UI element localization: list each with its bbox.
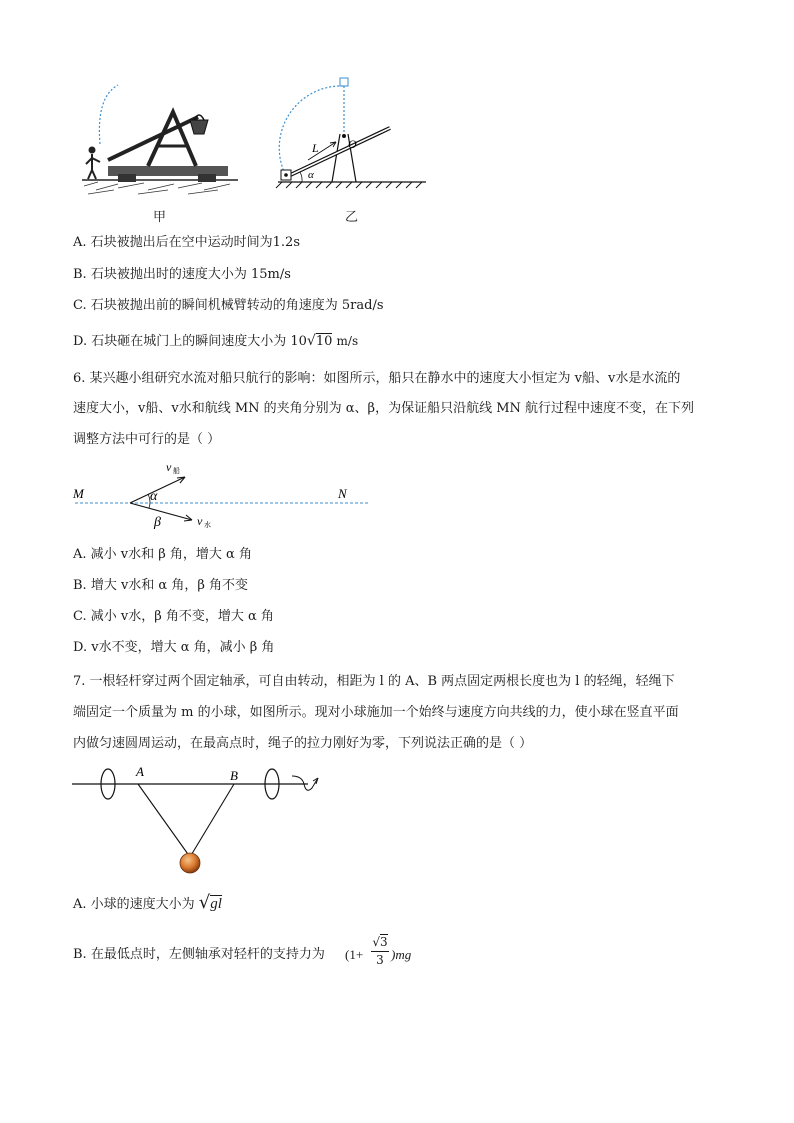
sqrt-sign-b: √ [372,935,380,949]
q6-option-a: A. 减小 v水和 β 角，增大 α 角 [73,547,252,562]
label-b: B [230,768,238,783]
q6-stem-line2: 速度大小，v船、v水和航线 MN 的夹角分别为 α、β，为保证船只沿航线 MN 航行过程中速度不变，在下列 [73,401,695,416]
formula-numerator [371,934,389,950]
formula-denominator: 3 [376,953,384,967]
q6-stem-line3: 调整方法中可行的是（ ） [73,432,221,447]
formula-fraction [371,934,389,967]
label-beta-q6: β [154,515,161,530]
label-alpha-q6: α [150,489,158,504]
figure-river-vectors [70,458,380,533]
q7-stem-line2: 端固定一个质量为 m 的小球，如图所示。现对小球施加一个始终与速度方向共线的力，使小球在竖直平面 [73,705,679,720]
label-n: N [338,486,347,501]
label-L: L [312,141,319,155]
caption-yi: 乙 [345,210,359,225]
q5-option-d-radicand: 10 [315,334,333,349]
label-v-boat: v [166,460,172,474]
q7-stem-line3: 内做匀速圆周运动，在最高点时，绳子的拉力刚好为零，下列说法正确的是（ ） [73,736,533,751]
formula-numerator-value: 3 [380,935,388,949]
q5-option-a: A. 石块被抛出后在空中运动时间为1.2s [73,235,300,250]
q7-stem-line1: 7. 一根轻杆穿过两个固定轴承，可自由转动，相距为 l 的 A、B 两点固定两根长度也为 l 的轻绳，轻绳下 [73,674,675,689]
q7-option-a-text: A. 小球的速度大小为 [73,897,195,912]
fraction-bar [371,951,389,952]
q5-option-d-unit: m/s [336,334,359,348]
q7-option-a [73,894,222,914]
q6-option-d: D. v水不变，增大 α 角，减小 β 角 [73,640,275,655]
label-v-water: v [197,514,203,528]
figure-schematic [268,72,438,192]
q7-option-a-radicand: gl [210,896,222,912]
formula-open: (1+ [345,947,364,962]
sqrt-sign: √ [306,333,316,349]
q5-option-b: B. 石块被抛出时的速度大小为 15m/s [73,267,291,282]
label-O: O [348,137,357,151]
q6-stem-line1: 6. 某兴趣小组研究水流对船只航行的影响：如图所示，船只在静水中的速度大小恒定为 v船、v水是水流的 [73,371,681,386]
q5-option-d-text: D. 石块砸在城门上的瞬间速度大小为 10 [73,334,307,349]
q6-option-b: B. 增大 v水和 α 角，β 角不变 [73,578,248,593]
q5-option-c: C. 石块被抛出前的瞬间机械臂转动的角速度为 5rad/s [73,298,384,313]
label-a: A [136,764,144,779]
figure-rod-pendulum [70,762,330,877]
q5-option-d [73,332,358,351]
label-m: M [73,486,84,501]
label-v-water-sub: 水 [204,521,211,529]
q6-option-c: C. 减小 v水，β 角不变，增大 α 角 [73,609,274,624]
formula-close: )mg [391,947,412,962]
figure-trebuchet [78,82,248,202]
label-v-boat-sub: 船 [173,467,180,475]
q7-option-b-text: B. 在最低点时，左侧轴承对轻杆的支持力为 [73,947,325,962]
sqrt-sign-a: √ [198,892,211,913]
label-alpha: α [308,169,314,181]
caption-jia: 甲 [153,210,167,225]
